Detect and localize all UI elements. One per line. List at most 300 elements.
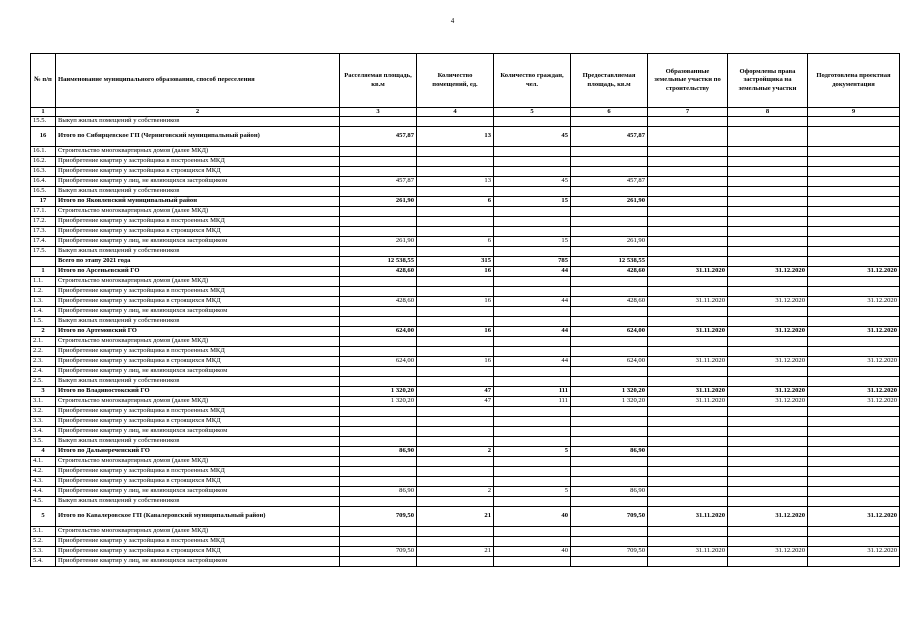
column-number: 6 [571, 108, 648, 117]
cell-land-plots [648, 247, 728, 257]
cell-project-docs [808, 117, 900, 127]
cell-name: Строительство многоквартирных домов (далее МКД) [56, 337, 340, 347]
cell-rights [728, 197, 808, 207]
cell-project-docs: 31.12.2020 [808, 507, 900, 527]
cell-project-docs: 31.12.2020 [808, 267, 900, 277]
cell-provided-area: 1 320,20 [571, 397, 648, 407]
cell-rooms [417, 437, 494, 447]
cell-num: 16.3. [31, 167, 56, 177]
cell-name: Строительство многоквартирных домов (далее МКД) [56, 527, 340, 537]
cell-provided-area [571, 317, 648, 327]
cell-resettled-area [340, 477, 417, 487]
cell-rights [728, 347, 808, 357]
table-row [31, 147, 900, 157]
table-row [31, 287, 900, 297]
cell-provided-area [571, 417, 648, 427]
cell-project-docs: 31.12.2020 [808, 397, 900, 407]
cell-rights: 31.12.2020 [728, 267, 808, 277]
cell-num [31, 257, 56, 267]
cell-provided-area: 709,50 [571, 547, 648, 557]
table-row [31, 477, 900, 487]
cell-rights [728, 537, 808, 547]
cell-rooms: 16 [417, 297, 494, 307]
cell-citizens [494, 157, 571, 167]
table-row-total [31, 507, 900, 527]
table-row [31, 537, 900, 547]
cell-rights [728, 377, 808, 387]
cell-resettled-area [340, 317, 417, 327]
cell-project-docs [808, 337, 900, 347]
cell-land-plots [648, 367, 728, 377]
cell-name: Выкуп жилых помещений у собственников [56, 377, 340, 387]
column-number-row [31, 108, 900, 117]
cell-name: Приобретение квартир у лиц, не являющихся застройщиком [56, 487, 340, 497]
cell-num: 17 [31, 197, 56, 207]
cell-rooms: 13 [417, 177, 494, 187]
cell-provided-area [571, 557, 648, 567]
cell-rooms [417, 377, 494, 387]
cell-land-plots [648, 337, 728, 347]
cell-provided-area [571, 377, 648, 387]
cell-citizens: 15 [494, 197, 571, 207]
cell-provided-area: 624,00 [571, 357, 648, 367]
cell-num: 1.1. [31, 277, 56, 287]
table-row [31, 527, 900, 537]
cell-project-docs [808, 147, 900, 157]
cell-rights [728, 247, 808, 257]
cell-name: Итого по Сибирцевское ГП (Черниговский муниципальный район) [56, 127, 340, 147]
cell-resettled-area: 709,50 [340, 547, 417, 557]
cell-rooms [417, 217, 494, 227]
table-row-total [31, 387, 900, 397]
cell-resettled-area [340, 457, 417, 467]
cell-citizens [494, 207, 571, 217]
cell-rights [728, 417, 808, 427]
cell-resettled-area: 457,87 [340, 127, 417, 147]
cell-name: Приобретение квартир у застройщика в построенных МКД [56, 467, 340, 477]
cell-citizens [494, 217, 571, 227]
cell-citizens [494, 227, 571, 237]
column-number: 8 [728, 108, 808, 117]
table-row [31, 167, 900, 177]
cell-name: Строительство многоквартирных домов (далее МКД) [56, 397, 340, 407]
cell-citizens: 44 [494, 357, 571, 367]
cell-rights [728, 367, 808, 377]
cell-num: 1.4. [31, 307, 56, 317]
cell-citizens [494, 247, 571, 257]
cell-provided-area: 86,90 [571, 487, 648, 497]
cell-project-docs [808, 367, 900, 377]
cell-num: 16.2. [31, 157, 56, 167]
cell-provided-area: 428,60 [571, 267, 648, 277]
cell-resettled-area: 624,00 [340, 357, 417, 367]
cell-rights [728, 287, 808, 297]
cell-citizens [494, 277, 571, 287]
cell-project-docs [808, 177, 900, 187]
cell-land-plots [648, 557, 728, 567]
cell-resettled-area: 86,90 [340, 447, 417, 457]
cell-rooms [417, 307, 494, 317]
cell-name: Приобретение квартир у лиц, не являющихся застройщиком [56, 237, 340, 247]
cell-project-docs [808, 287, 900, 297]
cell-rooms [417, 337, 494, 347]
cell-resettled-area [340, 377, 417, 387]
cell-provided-area [571, 117, 648, 127]
cell-land-plots [648, 227, 728, 237]
cell-project-docs [808, 167, 900, 177]
cell-project-docs [808, 247, 900, 257]
cell-num: 2.5. [31, 377, 56, 387]
cell-rooms [417, 527, 494, 537]
cell-num: 3 [31, 387, 56, 397]
cell-land-plots [648, 117, 728, 127]
cell-resettled-area [340, 277, 417, 287]
table-row [31, 277, 900, 287]
cell-provided-area [571, 337, 648, 347]
cell-rights [728, 407, 808, 417]
cell-name: Приобретение квартир у застройщика в строящихся МКД [56, 357, 340, 367]
cell-resettled-area: 1 320,20 [340, 397, 417, 407]
cell-resettled-area: 428,60 [340, 297, 417, 307]
cell-name: Итого по Яковлевский муниципальный район [56, 197, 340, 207]
cell-provided-area: 1 320,20 [571, 387, 648, 397]
cell-land-plots [648, 317, 728, 327]
cell-name: Строительство многоквартирных домов (далее МКД) [56, 207, 340, 217]
cell-num: 4.5. [31, 497, 56, 507]
column-number: 2 [56, 108, 340, 117]
table-row [31, 247, 900, 257]
cell-num: 17.5. [31, 247, 56, 257]
cell-name: Приобретение квартир у лиц, не являющихся застройщиком [56, 307, 340, 317]
cell-citizens: 785 [494, 257, 571, 267]
table-row [31, 237, 900, 247]
cell-rights [728, 487, 808, 497]
cell-name: Приобретение квартир у застройщика в строящихся МКД [56, 297, 340, 307]
cell-resettled-area [340, 557, 417, 567]
table-row-total [31, 127, 900, 147]
cell-rights [728, 177, 808, 187]
cell-resettled-area: 261,90 [340, 197, 417, 207]
cell-rooms [417, 407, 494, 417]
cell-land-plots [648, 437, 728, 447]
cell-land-plots: 31.11.2020 [648, 547, 728, 557]
cell-land-plots: 31.11.2020 [648, 357, 728, 367]
cell-rights [728, 257, 808, 267]
cell-citizens [494, 147, 571, 157]
cell-citizens: 5 [494, 447, 571, 457]
cell-land-plots [648, 427, 728, 437]
cell-citizens [494, 537, 571, 547]
cell-name: Приобретение квартир у застройщика в построенных МКД [56, 157, 340, 167]
cell-num: 4 [31, 447, 56, 457]
cell-provided-area [571, 167, 648, 177]
cell-provided-area [571, 537, 648, 547]
cell-rights [728, 557, 808, 567]
cell-rights [728, 527, 808, 537]
cell-num: 5.1. [31, 527, 56, 537]
cell-land-plots [648, 377, 728, 387]
table-row [31, 177, 900, 187]
cell-name: Приобретение квартир у лиц, не являющихся застройщиком [56, 367, 340, 377]
table-row [31, 437, 900, 447]
cell-name: Строительство многоквартирных домов (далее МКД) [56, 457, 340, 467]
cell-citizens [494, 457, 571, 467]
cell-resettled-area [340, 537, 417, 547]
table-row [31, 347, 900, 357]
cell-name: Выкуп жилых помещений у собственников [56, 187, 340, 197]
cell-num: 4.4. [31, 487, 56, 497]
table-row-total [31, 327, 900, 337]
cell-citizens [494, 187, 571, 197]
cell-num: 2.3. [31, 357, 56, 367]
table-row [31, 187, 900, 197]
cell-land-plots [648, 207, 728, 217]
cell-citizens: 40 [494, 547, 571, 557]
cell-num: 3.2. [31, 407, 56, 417]
cell-num: 3.1. [31, 397, 56, 407]
cell-citizens: 44 [494, 267, 571, 277]
cell-num: 4.3. [31, 477, 56, 487]
cell-resettled-area: 1 320,20 [340, 387, 417, 397]
cell-citizens [494, 527, 571, 537]
cell-provided-area [571, 497, 648, 507]
cell-resettled-area [340, 497, 417, 507]
cell-citizens [494, 307, 571, 317]
cell-resettled-area: 457,87 [340, 177, 417, 187]
cell-citizens [494, 167, 571, 177]
cell-name: Итого по Арсеньевский ГО [56, 267, 340, 277]
cell-resettled-area: 12 538,55 [340, 257, 417, 267]
cell-name: Выкуп жилых помещений у собственников [56, 247, 340, 257]
cell-citizens [494, 467, 571, 477]
cell-num: 3.3. [31, 417, 56, 427]
cell-provided-area: 624,00 [571, 327, 648, 337]
cell-rights: 31.12.2020 [728, 357, 808, 367]
cell-resettled-area [340, 217, 417, 227]
cell-rights [728, 337, 808, 347]
cell-resettled-area: 261,90 [340, 237, 417, 247]
cell-resettled-area [340, 367, 417, 377]
cell-name: Приобретение квартир у застройщика в построенных МКД [56, 407, 340, 417]
table-row [31, 357, 900, 367]
cell-provided-area: 428,60 [571, 297, 648, 307]
cell-land-plots [648, 257, 728, 267]
table-row [31, 337, 900, 347]
cell-rights [728, 467, 808, 477]
cell-land-plots [648, 177, 728, 187]
cell-rooms [417, 497, 494, 507]
cell-land-plots [648, 157, 728, 167]
header-cell-resettled-area: Расселяемая площадь, кв.м [340, 54, 417, 108]
cell-land-plots [648, 457, 728, 467]
cell-land-plots: 31.11.2020 [648, 387, 728, 397]
cell-rights [728, 207, 808, 217]
cell-provided-area: 709,50 [571, 507, 648, 527]
cell-rights [728, 427, 808, 437]
cell-project-docs [808, 467, 900, 477]
cell-resettled-area [340, 467, 417, 477]
cell-name: Приобретение квартир у застройщика в строящихся МКД [56, 167, 340, 177]
column-number: 5 [494, 108, 571, 117]
cell-num: 5.3. [31, 547, 56, 557]
cell-rooms [417, 457, 494, 467]
cell-rooms [417, 187, 494, 197]
cell-citizens: 15 [494, 237, 571, 247]
cell-project-docs [808, 447, 900, 457]
cell-citizens: 45 [494, 127, 571, 147]
cell-name: Приобретение квартир у лиц, не являющихся застройщиком [56, 177, 340, 187]
cell-rooms [417, 417, 494, 427]
cell-project-docs [808, 487, 900, 497]
cell-project-docs [808, 557, 900, 567]
cell-resettled-area [340, 287, 417, 297]
cell-project-docs [808, 157, 900, 167]
cell-rooms: 2 [417, 447, 494, 457]
cell-citizens: 5 [494, 487, 571, 497]
table-row [31, 397, 900, 407]
cell-num: 1.5. [31, 317, 56, 327]
cell-name: Строительство многоквартирных домов (далее МКД) [56, 147, 340, 157]
cell-num: 16 [31, 127, 56, 147]
header-cell-project-docs: Подготовлена проектная документация [808, 54, 900, 108]
column-number: 7 [648, 108, 728, 117]
cell-num: 17.3. [31, 227, 56, 237]
cell-num: 16.5. [31, 187, 56, 197]
cell-project-docs [808, 307, 900, 317]
cell-resettled-area [340, 147, 417, 157]
cell-land-plots [648, 167, 728, 177]
table-row [31, 317, 900, 327]
cell-resettled-area [340, 117, 417, 127]
cell-rights [728, 447, 808, 457]
cell-rights [728, 437, 808, 447]
cell-citizens [494, 437, 571, 447]
cell-provided-area: 12 538,55 [571, 257, 648, 267]
table-row [31, 367, 900, 377]
cell-rooms [417, 557, 494, 567]
cell-citizens [494, 477, 571, 487]
table-row [31, 377, 900, 387]
cell-project-docs [808, 417, 900, 427]
cell-num: 4.1. [31, 457, 56, 467]
header-cell-provided-area: Предоставляемая площадь, кв.м [571, 54, 648, 108]
table-body [31, 54, 900, 567]
cell-provided-area [571, 247, 648, 257]
cell-land-plots [648, 527, 728, 537]
cell-rooms [417, 477, 494, 487]
cell-resettled-area [340, 427, 417, 437]
cell-name: Приобретение квартир у лиц, не являющихся застройщиком [56, 557, 340, 567]
cell-land-plots: 31.11.2020 [648, 297, 728, 307]
cell-resettled-area [340, 337, 417, 347]
cell-provided-area [571, 287, 648, 297]
cell-rooms: 16 [417, 327, 494, 337]
cell-land-plots [648, 487, 728, 497]
cell-num: 3.4. [31, 427, 56, 437]
cell-rooms [417, 167, 494, 177]
table-row [31, 117, 900, 127]
cell-land-plots [648, 197, 728, 207]
cell-resettled-area [340, 157, 417, 167]
cell-citizens [494, 497, 571, 507]
cell-name: Приобретение квартир у застройщика в построенных МКД [56, 347, 340, 357]
cell-rights [728, 217, 808, 227]
cell-name: Приобретение квартир у застройщика в строящихся МКД [56, 227, 340, 237]
cell-resettled-area [340, 307, 417, 317]
cell-rooms [417, 207, 494, 217]
cell-provided-area [571, 147, 648, 157]
cell-provided-area [571, 457, 648, 467]
table-row [31, 547, 900, 557]
cell-num: 2.2. [31, 347, 56, 357]
cell-name: Выкуп жилых помещений у собственников [56, 117, 340, 127]
cell-rooms [417, 347, 494, 357]
cell-name: Итого по Дальнереченский ГО [56, 447, 340, 457]
cell-provided-area [571, 217, 648, 227]
cell-provided-area [571, 347, 648, 357]
cell-num: 2.1. [31, 337, 56, 347]
cell-provided-area [571, 207, 648, 217]
cell-name: Всего по этапу 2021 года [56, 257, 340, 267]
header-cell-rooms: Количество помещений, ед. [417, 54, 494, 108]
column-number: 3 [340, 108, 417, 117]
cell-rooms [417, 427, 494, 437]
cell-project-docs: 31.12.2020 [808, 387, 900, 397]
column-number: 1 [31, 108, 56, 117]
cell-rooms [417, 147, 494, 157]
cell-project-docs [808, 347, 900, 357]
cell-citizens [494, 347, 571, 357]
cell-citizens [494, 557, 571, 567]
cell-num: 3.5. [31, 437, 56, 447]
table-row [31, 307, 900, 317]
cell-project-docs: 31.12.2020 [808, 327, 900, 337]
cell-land-plots [648, 217, 728, 227]
table-row [31, 457, 900, 467]
cell-provided-area [571, 407, 648, 417]
cell-name: Приобретение квартир у застройщика в строящихся МКД [56, 417, 340, 427]
table-row [31, 557, 900, 567]
cell-land-plots [648, 287, 728, 297]
cell-project-docs [808, 257, 900, 267]
table-row [31, 297, 900, 307]
cell-project-docs [808, 497, 900, 507]
cell-num: 1 [31, 267, 56, 277]
cell-rooms: 6 [417, 197, 494, 207]
cell-num: 4.2. [31, 467, 56, 477]
cell-citizens: 44 [494, 297, 571, 307]
cell-rights [728, 127, 808, 147]
cell-resettled-area [340, 247, 417, 257]
cell-land-plots: 31.11.2020 [648, 267, 728, 277]
cell-rooms [417, 467, 494, 477]
cell-num: 17.1. [31, 207, 56, 217]
cell-resettled-area: 624,00 [340, 327, 417, 337]
cell-provided-area [571, 157, 648, 167]
header-cell-name: Наименование муниципального образования, способ переселения [56, 54, 340, 108]
cell-num: 16.4. [31, 177, 56, 187]
cell-rooms: 21 [417, 507, 494, 527]
cell-name: Итого по Артемовский ГО [56, 327, 340, 337]
cell-project-docs: 31.12.2020 [808, 357, 900, 367]
cell-rights [728, 237, 808, 247]
cell-rooms: 47 [417, 387, 494, 397]
cell-provided-area [571, 477, 648, 487]
cell-land-plots [648, 307, 728, 317]
cell-provided-area [571, 187, 648, 197]
cell-project-docs [808, 187, 900, 197]
cell-provided-area [571, 467, 648, 477]
